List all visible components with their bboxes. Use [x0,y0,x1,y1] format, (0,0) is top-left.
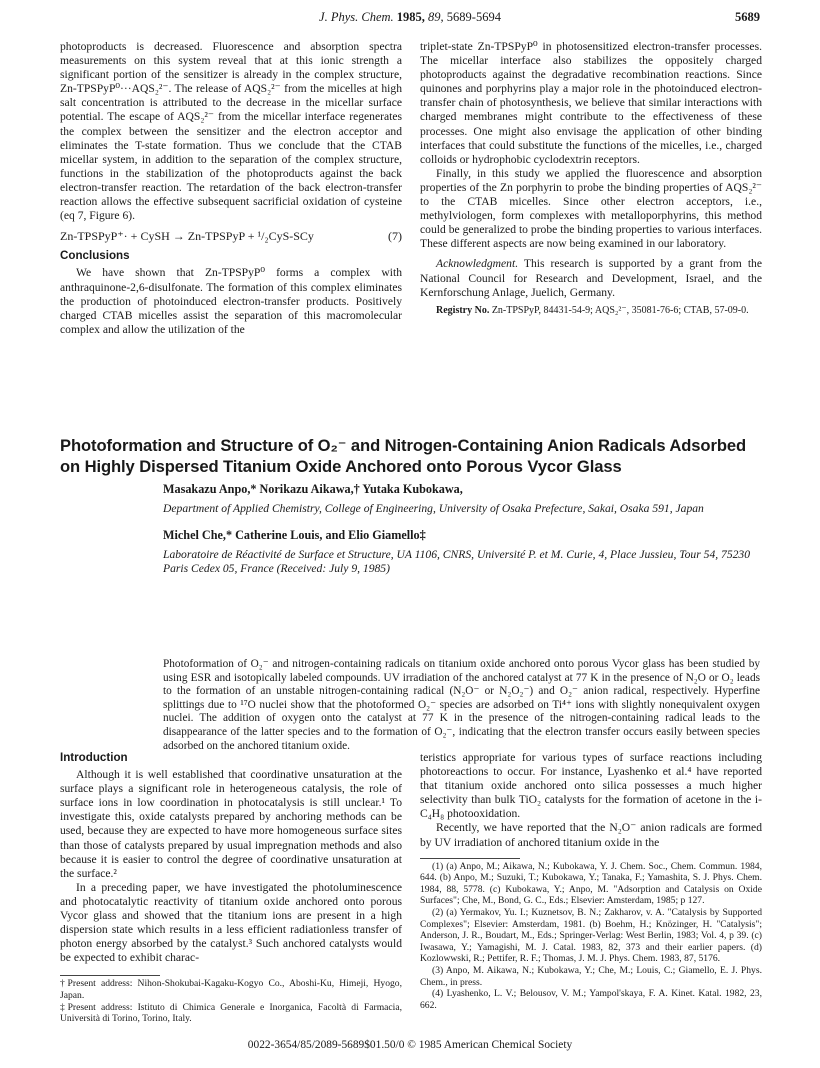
previous-article-right-column [420,40,762,317]
affiliation-2: Laboratoire de Réactivité de Surface et Structure, UA 1106, CNRS, Université P. et M. Curie, 4, Place Jussieu, Tour 54, 75230 Paris Cedex 05, France (Received: July 9, 1985) [163,548,751,575]
registry-text: Zn-TPSPyP, 84431-54-9; AQS₂²⁻, 35081-76-6; CTAB, 57-09-0. [489,304,749,316]
reference-item: (2) (a) Yermakov, Yu. I.; Kuznetsov, B. N.; Zakharov, v. A. "Catalysis by Supported Complexes"; Elsevier: Amsterdam, 1981. (b) Boehm, H.; Knözinger, H. "Catalysis"; Anderson, J. R., Boudart, M., Eds.; Springer-Verlag: West Berlin, 1983; Vol. 4, p 39. (c) Iwasawa, Y.; Yamagishi, M. J. Catal. 1983, 82, 373 and their earlier papers. (d) Kozlowwski, R.; Pettifer, R. F.; Thomas, J. M. J. Phys. Chem. 1983, 87, 5176. [420,907,762,965]
body-paragraph: Recently, we have reported that the N₂O⁻ anion radicals are formed by UV irradiation of anchored titanium oxide in the [420,821,762,849]
references-rule [420,858,520,859]
title-line: on Highly Dispersed Titanium Oxide Anchored onto Porous Vycor Glass [60,457,622,476]
authors-group-2: Michel Che,* Catherine Louis, and Elio Giamello‡ [163,528,426,542]
footnote-rule [60,975,160,976]
affiliation-1: Department of Applied Chemistry, College of Engineering, University of Osaka Prefecture, Sakai, Osaka 591, Japan [163,502,704,515]
registry-numbers [420,304,762,317]
equation-text: Zn-TPSPyP⁺· + CySH → Zn-TPSPyP + ¹/₂CyS-SCy [60,229,314,244]
section-heading-introduction: Introduction [60,751,128,764]
body-paragraph: photoproducts is decreased. Fluorescence and absorption spectra measurements on this system reveal that at this ionic strength a significant portion of the sensitizer is already in the complex structure, Zn-TPSPyP⁰···AQS₂²⁻. The release of AQS₂²⁻ from the micelles at high salt concentration is attributed to the decrease in the micellar surface potential. The escape of AQS₂²⁻ from the micellar interface regenerates the complex between the sensitizer and the electron acceptor and eliminates the T-state formation. Thus we conclude that the CTAB micellar system, in addition to the separation of the complex structure, functions in the stabilization of the photoproducts against the back electron-transfer reaction. The retardation of the back electron-transfer reaction allows the effective subsequent sacrificial oxidation of cysteine (eq 7, Figure 6). [60,40,402,223]
equation-7 [60,229,402,243]
body-paragraph: Finally, in this study we applied the fluorescence and absorption properties of the Zn porphyrin to probe the binding properties of AQS₂²⁻ to the CTAB micelles. Since other electron acceptors, i.e., methylviologen, form complexes with metalloporphyrins, this method could be generalized to probe the binding properties to various interfaces. These different aspects are now being examined in our laboratory. [420,166,762,251]
intro-left-column [60,751,402,1025]
body-paragraph: Although it is well established that coordinative unsaturation at the surface plays a significant role in heterogeneous catalysis, the role of surface ions in low coordination in photocatalysis is still unclear.¹ To investigate this, oxide catalysts prepared by anchoring methods can be used, because they are expected to have more homogeneous surface sites than those of catalysts prepared by usual impregnation methods and also because it is easier to control the degree of coordinative unsaturation at the surface.² [60,768,402,880]
author-block [163,482,763,576]
abstract: Photoformation of O₂⁻ and nitrogen-containing radicals on titanium oxide anchored onto porous Vycor glass has been studied by using ESR and isotopically labeled compounds. UV irradiation of the anchored catalyst at 77 K in the presence of N₂O or O₂ leads to the formation of an unstable nitrogen-containing radical (N₂O⁻ or N₂O₂⁻) and O₂⁻ anion radical, respectively. Hyperfine splittings due to ¹⁷O nuclei show that the photoformed O₂⁻ species are adsorbed on Ti⁴⁺ ions with slightly nonequivalent oxygen nuclei. The addition of oxygen onto the catalyst at 77 K in the presence of the nitrogen-containing radical leads to the disappearance of the latter species and to the formation of O₂⁻, indicating that the electron transfer occurs easily between species adsorbed on the anchored titanium oxide. [163,658,760,752]
section-heading-conclusions: Conclusions [60,249,130,263]
intro-right-column [420,751,762,1011]
references-list [420,861,762,1012]
previous-article-left-column [60,40,402,337]
acknowledgment-label: Acknowledgment. [436,257,519,271]
reference-item: (3) Anpo, M. Aikawa, N.; Kubokawa, Y.; Che, M.; Louis, C.; Giamello, E. J. Phys. Chem., in press. [420,965,762,988]
page-number: 5689 [735,10,760,24]
acknowledgment-text: This research is supported by a grant from the National Council for Research and Development, Israel, and the Kernforschung Anlage, Juelich, Germany. [420,257,762,299]
journal-citation [60,10,760,25]
journal-volume: 89, [428,10,444,24]
running-header [60,10,760,28]
reference-item: (4) Lyashenko, L. V.; Belousov, V. M.; Yampol'skaya, F. A. Kinet. Katal. 1982, 23, 662. [420,988,762,1011]
title-line: Photoformation and Structure of O₂⁻ and Nitrogen-Containing Anion Radicals Adsorbed [60,436,747,455]
article-title [60,435,770,477]
body-paragraph: In a preceding paper, we have investigated the photoluminescence and photocatalytic reactivity of titanium oxide anchored onto porous Vycor glass and showed that the titanium ions are present in a high dispersion state which results in a less efficient radiationless transfer of photon energy absorbed by the catalyst.³ Such anchored catalysts would be expected to exhibit charac- [60,880,402,965]
page-footer: 0022-3654/85/2089-5689$01.50/0 © 1985 American Chemical Society [247,1039,573,1051]
reference-item: (1) (a) Anpo, M.; Aikawa, N.; Kubokawa, Y. J. Chem. Soc., Chem. Commun. 1984, 644. (b) Anpo, M.; Suzuki, T.; Kubokawa, Y.; Tanaka, F.; Yamashita, S. J. Phys. Chem. 1984, 88, 5778. (c) Kubokawa, Y.; Anpo, M. "Adsorption and Catalysis on Oxide Surfaces"; Che, M., Bond, G. C., Eds.; Elsevier: Amsterdam, 1985; p 127. [420,860,762,907]
body-paragraph: triplet-state Zn-TPSPyP⁰ in photosensitized electron-transfer processes. The micellar interface also stabilizes the oppositely charged photoproducts against the degradative recombination reactions. Since quinones and porphyrins play a major role in the photoinduced electron-transfer chain of photosynthesis, we believe that similar interactions with charged membranes might contribute to the effectiveness of these processes. One might also envisage the application of other binding interfaces that could substitute the functions of the micelles, i.e., charged colloids or hydrophobic cyclodextrin receptors. [420,40,762,166]
registry-label: Registry No. [436,304,490,316]
body-paragraph: We have shown that Zn-TPSPyP⁰ forms a complex with anthraquinone-2,6-disulfonate. The formation of this complex eliminates the production of photoinduced electron-transfer products. Positively charged CTAB micelles assist the separation of this macromolecular complex and allow the utilization of the [60,266,402,336]
acknowledgment [420,257,762,299]
footnote: †Present address: Nihon-Shokubai-Kagaku-Kogyo Co., Aboshi-Ku, Himeji, Hyogo, Japan. [60,978,402,1001]
authors-group-1: Masakazu Anpo,* Norikazu Aikawa,† Yutaka Kubokawa, [163,482,463,496]
journal-name: J. Phys. Chem. [319,10,394,24]
footnote: ‡Present address: Istituto di Chimica Generale e Inorganica, Facoltà di Farmacia, Università di Torino, Torino, Italy. [60,1001,402,1025]
body-paragraph: teristics appropriate for various types of surface reactions including photoreactions to occur. For instance, Lyashenko et al.⁴ have reported that titanium oxide anchored onto silica possesses a much higher selectivity than bulk TiO₂ catalysts for the formation of acetone in the i-C₄H₈ photooxidation. [420,751,762,821]
journal-year: 1985, [396,10,425,24]
journal-pages: 5689-5694 [446,10,501,24]
equation-number: (7) [388,229,402,244]
